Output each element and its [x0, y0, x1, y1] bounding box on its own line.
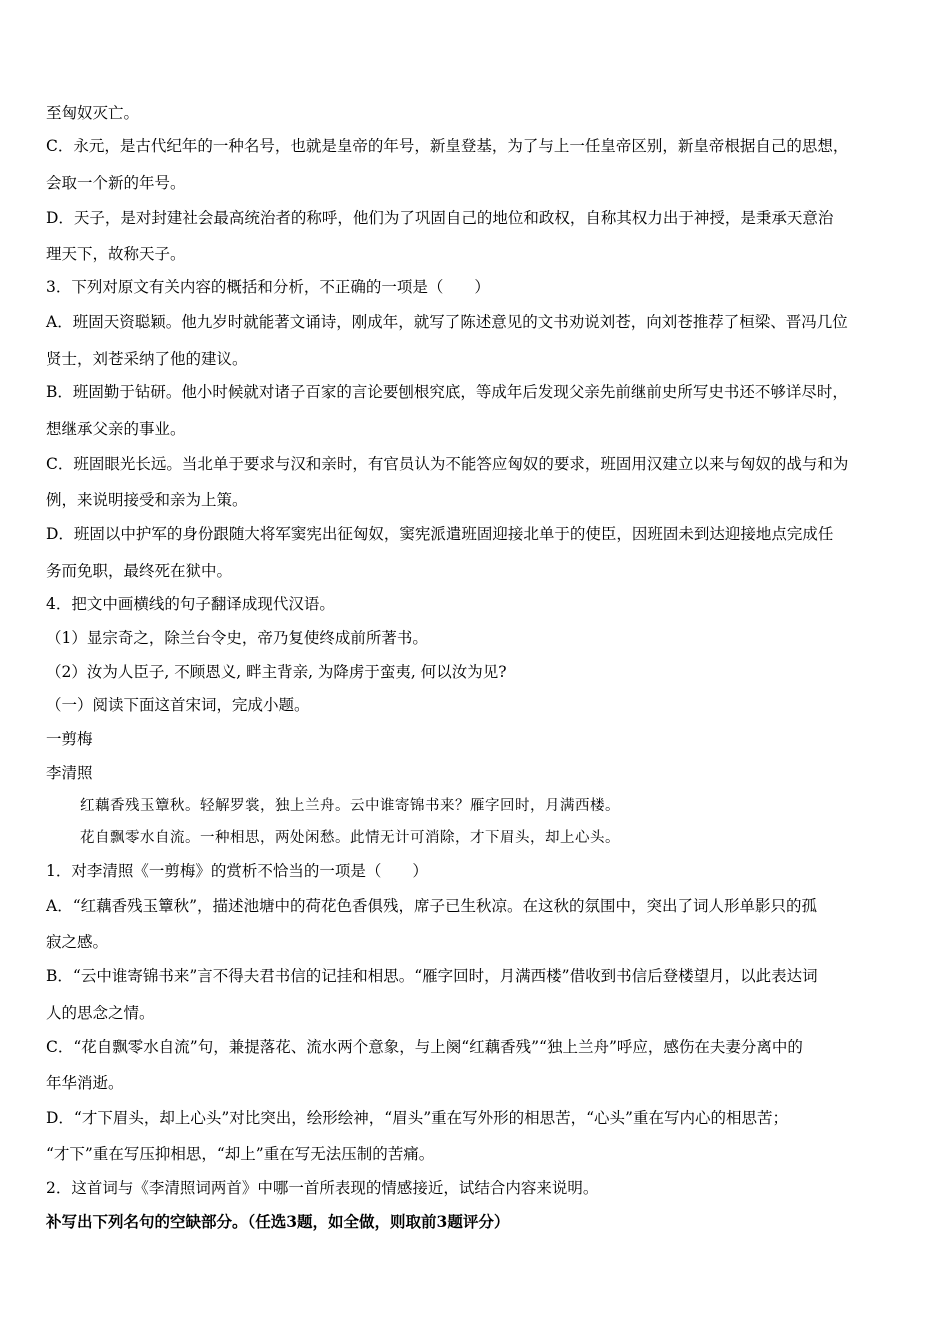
option-b-line: B．班固勤于钻研。他小时候就对诸子百家的言论要刨根究底，等成年后发现父亲先前继前史所写史书还不够详尽时，	[46, 383, 848, 401]
translation-item-1: （1）显宗奇之，除兰台令史，帝乃复使终成前所著书。	[46, 629, 428, 647]
option-c-line: C．“花自飘零水自流”句，兼提落花、流水两个意象，与上阕“红藕香残”“独上兰舟”呼应，感伤在夫妻分离中的	[46, 1038, 803, 1056]
option-a-line: A．“红藕香残玉簟秋”，描述池塘中的荷花色香俱残，席子已生秋凉。在这秋的氛围中，突出了词人形单影只的孤	[46, 897, 818, 915]
text-line: 人的思念之情。	[46, 1004, 155, 1022]
question-4: 4．把文中画横线的句子翻译成现代汉语。	[46, 595, 335, 613]
option-d-line: D．“才下眉头，却上心头”对比突出，绘形绘神，“眉头”重在写外形的相思苦，“心头”重在写内心的相思苦；	[46, 1109, 788, 1127]
poem-title: 一剪梅	[46, 730, 93, 748]
question-2: 2．这首词与《李清照词两首》中哪一首所表现的情感接近，试结合内容来说明。	[46, 1179, 599, 1197]
text-line: 年华消逝。	[46, 1074, 124, 1092]
question-3: 3．下列对原文有关内容的概括和分析，不正确的一项是（ ）	[46, 278, 490, 296]
text-line: “才下”重在写压抑相思，“却上”重在写无法压制的苦痛。	[46, 1145, 435, 1163]
option-d-line: D．天子，是对封建社会最高统治者的称呼，他们为了巩固自己的地位和政权，自称其权力出于神授，是秉承天意治	[46, 209, 834, 227]
option-a-line: A．班固天资聪颖。他九岁时就能著文诵诗，刚成年，就写了陈述意见的文书劝说刘苍，向刘苍推荐了桓梁、晋冯几位	[46, 313, 848, 331]
text-line: 寂之感。	[46, 933, 109, 951]
text-line: 务而免职，最终死在狱中。	[46, 562, 233, 580]
text-line: 理天下，故称天子。	[46, 245, 186, 263]
text-line: 至匈奴灭亡。	[46, 104, 140, 122]
option-c-line: C．班固眼光长远。当北单于要求与汉和亲时，有官员认为不能答应匈奴的要求，班固用汉建立以来与匈奴的战与和为	[46, 455, 849, 473]
translation-item-2: （2）汝为人臣子, 不顾恩义, 畔主背亲, 为降虏于蛮夷, 何以汝为见?	[46, 663, 507, 681]
text-line: 贤士，刘苍采纳了他的建议。	[46, 350, 248, 368]
option-d-line: D．班固以中护军的身份跟随大将军窦宪出征匈奴，窦宪派遣班固迎接北单于的使臣，因班固未到达迎接地点完成任	[46, 525, 834, 543]
option-c-line: C．永元，是古代纪年的一种名号，也就是皇帝的年号，新皇登基，为了与上一任皇帝区别，新皇帝根据自己的思想，	[46, 137, 849, 155]
section-instruction: 补写出下列名句的空缺部分。（任选3题，如全做，则取前3题评分）	[46, 1212, 510, 1231]
poem-stanza-2: 花自飘零水自流。一种相思，两处闲愁。此情无计可消除，才下眉头，却上心头。	[80, 830, 620, 846]
text-line: 想继承父亲的事业。	[46, 420, 186, 438]
text-line: 例，来说明接受和亲为上策。	[46, 491, 248, 509]
poem-author: 李清照	[46, 764, 93, 782]
question-1: 1．对李清照《一剪梅》的赏析不恰当的一项是（ ）	[46, 862, 428, 880]
text-line: 会取一个新的年号。	[46, 174, 186, 192]
poem-stanza-1: 红藕香残玉簟秋。轻解罗裳，独上兰舟。云中谁寄锦书来？雁字回时，月满西楼。	[80, 798, 620, 814]
option-b-line: B．“云中谁寄锦书来”言不得夫君书信的记挂和相思。“雁字回时，月满西楼”借收到书信后登楼望月，以此表达词	[46, 967, 818, 985]
section-heading: （一）阅读下面这首宋词，完成小题。	[46, 696, 310, 714]
